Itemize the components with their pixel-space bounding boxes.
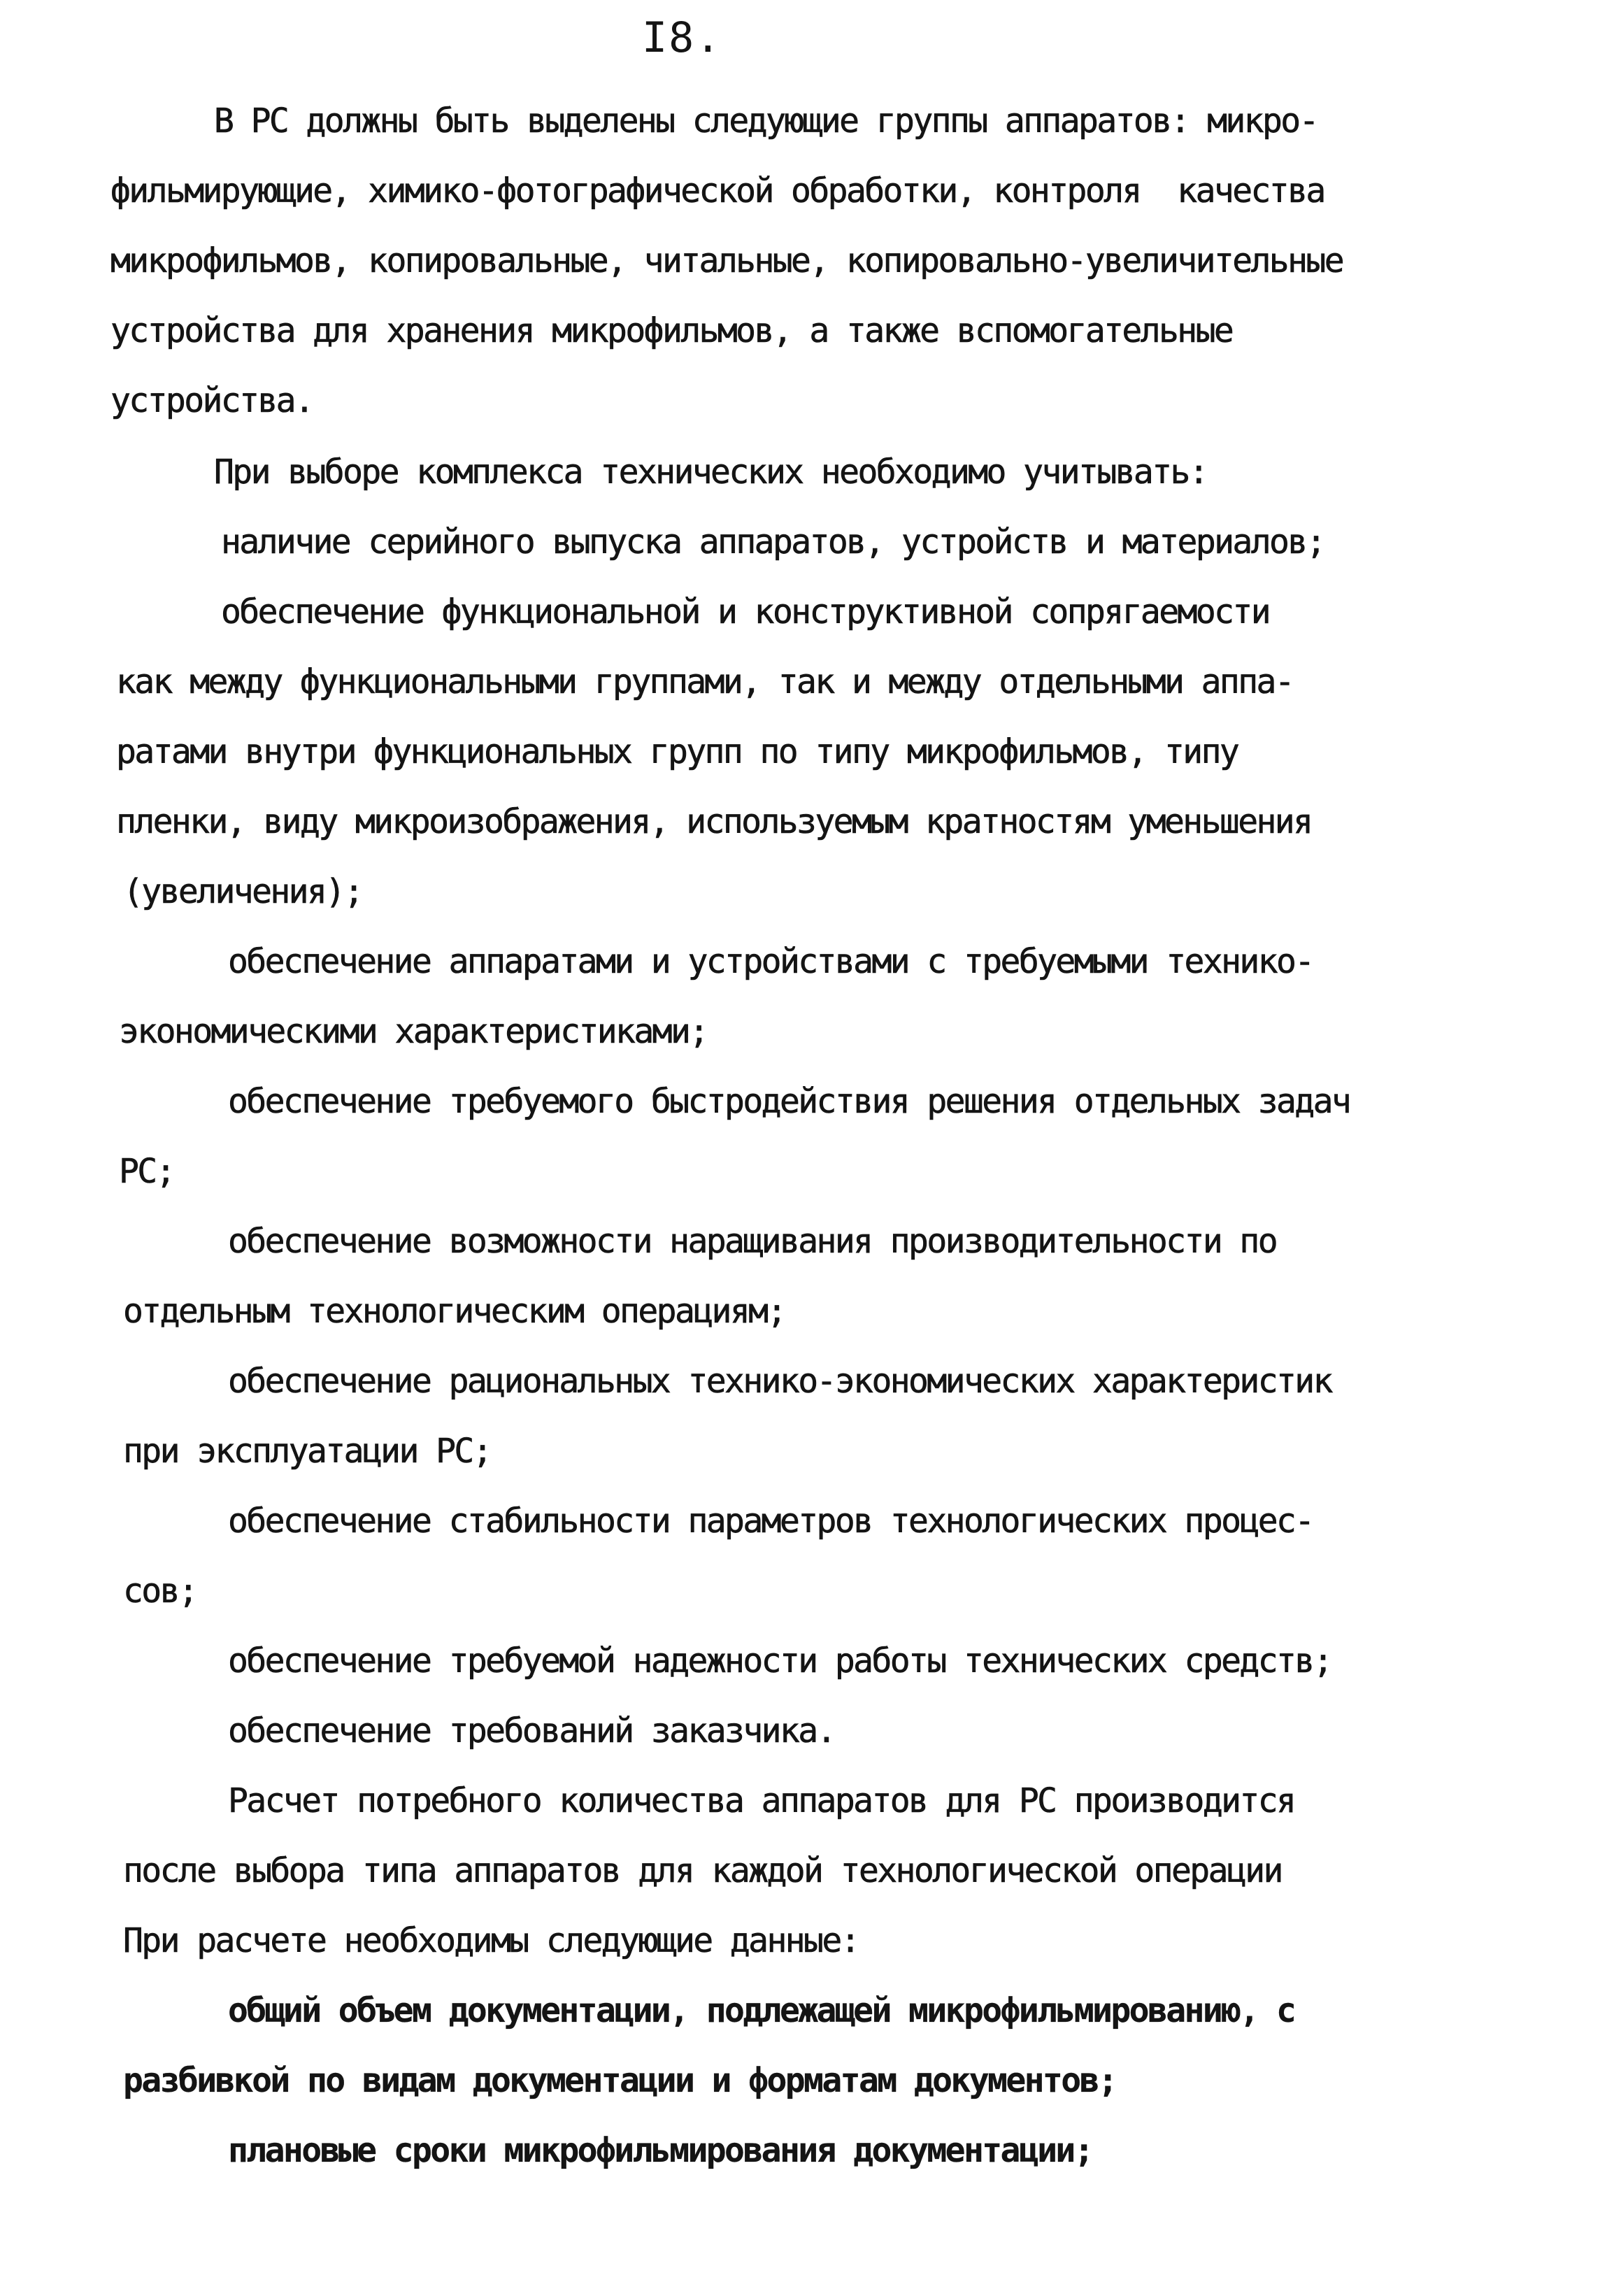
text-line: как между функциональными группами, так и между отдельными аппа- <box>116 662 1294 701</box>
text-line: после выбора типа аппаратов для каждой технологической операции <box>123 1851 1282 1890</box>
text-line: устройства. <box>110 381 313 420</box>
text-line: (увеличения); <box>123 872 362 911</box>
text-line: разбивкой по видам документации и форматам документов; <box>123 2061 1117 2100</box>
text-line: обеспечение требований заказчика. <box>228 1711 835 1750</box>
text-line: отдельным технологическим операциям; <box>123 1292 785 1331</box>
text-line: обеспечение функциональной и конструктивной сопрягаемости <box>221 592 1270 632</box>
text-line: фильмирующие, химико-фотографической обработки, контроля качества <box>110 171 1324 211</box>
text-line: При выборе комплекса технических необходимо учитывать: <box>214 452 1208 492</box>
text-line: РС; <box>119 1152 174 1191</box>
text-line: обеспечение требуемой надежности работы технических средств; <box>228 1641 1331 1681</box>
text-line: наличие серийного выпуска аппаратов, устройств и материалов; <box>221 522 1324 562</box>
text-line: В РС должны быть выделены следующие группы аппаратов: микро- <box>214 101 1317 141</box>
text-line: обеспечение аппаратами и устройствами с требуемыми технико- <box>228 942 1313 981</box>
text-line: При расчете необходимы следующие данные: <box>123 1921 859 1960</box>
text-line: ратами внутри функциональных групп по типу микрофильмов, типу <box>116 732 1238 771</box>
text-line: сов; <box>123 1571 197 1611</box>
text-line: обеспечение требуемого быстродействия решения отдельных задач <box>228 1082 1350 1121</box>
text-line: общий объем документации, подлежащей микрофильмированию, с <box>228 1991 1295 2030</box>
text-line: пленки, виду микроизображения, используемым кратностям уменьшения <box>116 802 1312 841</box>
text-line: обеспечение возможности наращивания производительности по <box>228 1222 1277 1261</box>
text-line: микрофильмов, копировальные, читальные, копировально-увеличительные <box>110 241 1343 280</box>
text-line: устройства для хранения микрофильмов, а также вспомогательные <box>110 311 1233 350</box>
text-line: экономическими характеристиками; <box>119 1012 708 1051</box>
text-line: Расчет потребного количества аппаратов для РС производится <box>228 1781 1295 1820</box>
text-line: плановые сроки микрофильмирования документации; <box>228 2131 1093 2170</box>
page-number: I8. <box>642 13 722 62</box>
text-line: при эксплуатации РС; <box>123 1432 491 1471</box>
text-line: обеспечение стабильности параметров технологических процес- <box>228 1502 1313 1541</box>
text-line: обеспечение рациональных технико-экономических характеристик <box>228 1362 1331 1401</box>
